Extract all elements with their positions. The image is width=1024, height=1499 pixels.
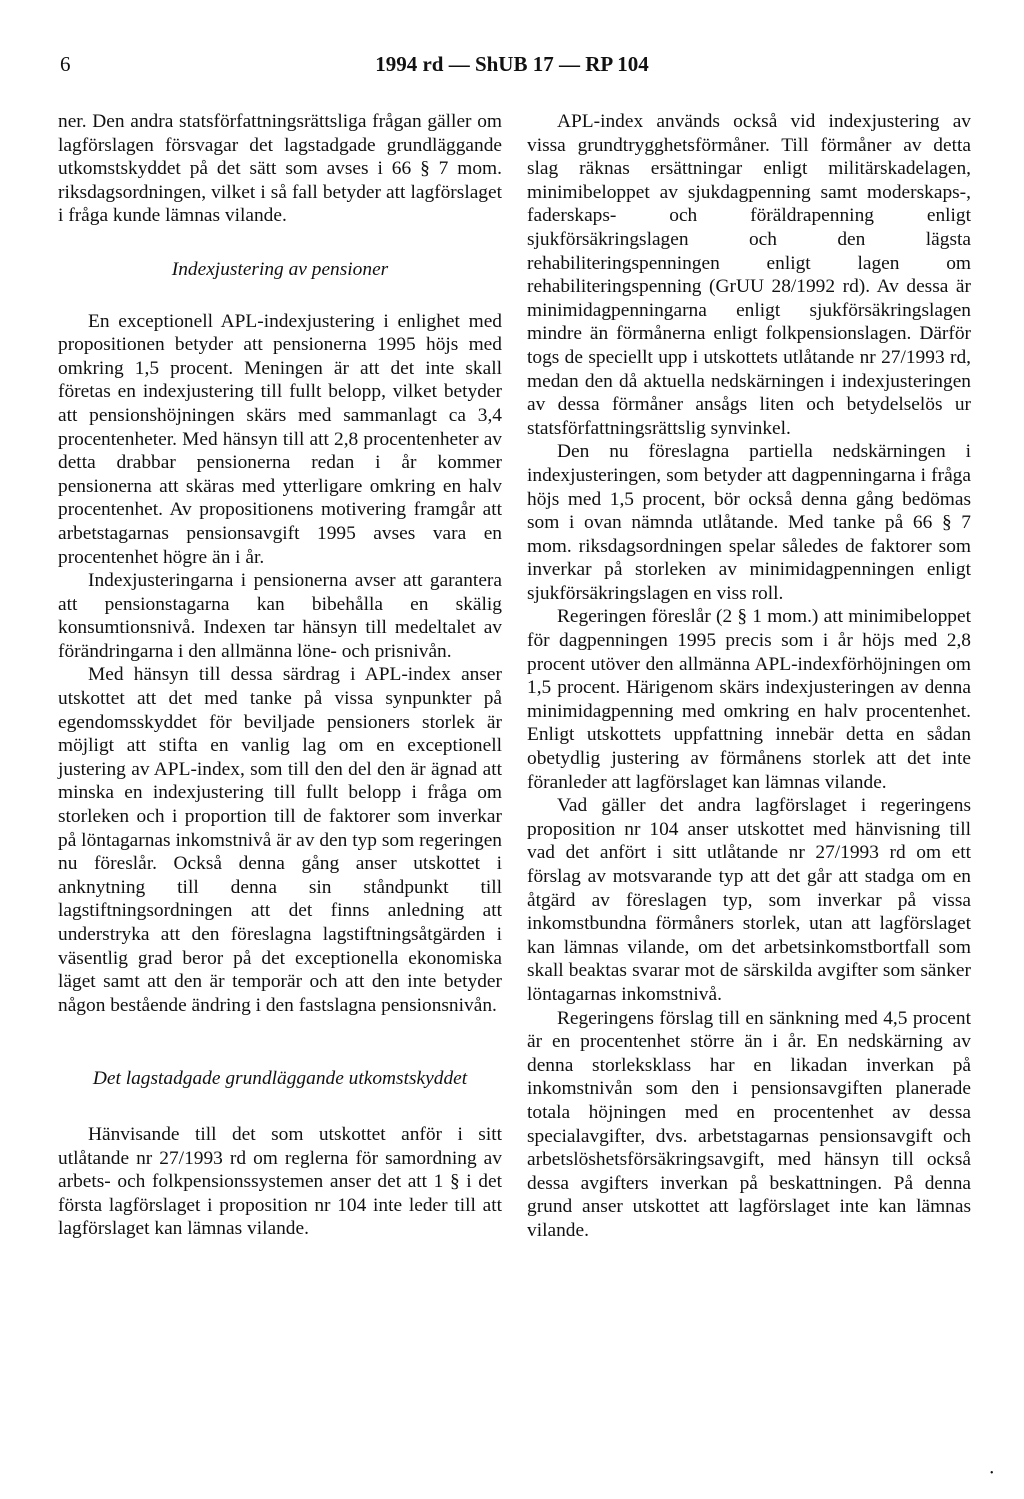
left-column xyxy=(58,110,502,1241)
paragraph: Den nu föreslagna partiella nedskärningen i indexjusteringen, som betyder att dagpenningarna i fråga höjs med 1,5 procent, bör också denna gång bedömas som i ovan nämnda utlåtande. Med tanke på 66 § 7 mom. riksdagsordningen spelar således de faktorer som inverkar på storleken av minimidagpenningen enligt sjukförsäkringslagen en viss roll. xyxy=(527,441,971,604)
paragraph: Regeringens förslag till en sänkning med 4,5 procent är en procentenhet större än i år. En nedskärning av denna storleksklass har en likadan inverkan på inkomstnivån som den i pensionsavgiften planerade totala höjningen med en procentenhet av dessa specialavgifter, dvs. arbetstagarnas pensionsavgift och arbetslöshetsförsäkringsavgift, med hänsyn till också dessa avgifters inverkan på beskattningen. På denna grund anser utskottet att lagförslaget inte kan lämnas vilande. xyxy=(527,1007,971,1241)
running-head: 1994 rd — ShUB 17 — RP 104 xyxy=(375,52,649,76)
scan-speck: • xyxy=(990,1468,994,1479)
paragraph: Med hänsyn till dessa särdrag i APL-index anser utskottet att det med tanke på vissa synpunkter på egendomsskyddet för beviljade pensioners storlek är möjligt att stifta en vanlig lag om en exceptionell justering av APL-index, som till den del den är ägnad att minska en indexjustering till fullt belopp i fråga om storleken och i proportion till de faktorer som inverkar på löntagarnas inkomstnivå är av den typ som regeringen nu föreslår. Också denna gång anser utskottet i anknytning till denna sin ståndpunkt till lagstiftningsordningen att det finns anledning att understryka att den föreslagna lagstiftningsåtgärden i väsentlig grad beror på det exceptionella ekonomiska läget samt att den är temporär och att den inte betyder någon bestående ändring i den fastslagna pensionsnivån. xyxy=(58,664,502,1016)
section-heading: Det lagstadgade grundläggande utkomstskyddet xyxy=(92,1068,468,1090)
paragraph: Vad gäller det andra lagförslaget i regeringens proposition nr 104 anser utskottet med hänvisning till vad det anfört i sitt utlåtande nr 27/1993 rd om ett förslag av motsvarande typ att det går att stadga om en åtgärd av föreslagen typ, som inverkar på vissa inkomstbundna förmåners storlek, utan att lagförslaget kan lämnas vilande, om det arbetsinkomstbortfall som skall beaktas svarar mot de särskilda avgifter som sänker löntagarnas inkomstnivå. xyxy=(527,795,971,1005)
paragraph: En exceptionell APL-indexjustering i enlighet med propositionen betyder att pensionerna 1995 höjs med omkring 1,5 procent. Meningen är att det inte skall företas en indexjustering till fullt belopp, vilket betyder att pensionshöjningen skärs med sammanlagt ca 3,4 procentenheter. Med hänsyn till att 2,8 procentenheter av detta drabbar pensionerna redan i år kommer pensionerna att skäras med ytterligare omkring en halv procentenhet. Av propositionens motivering framgår att arbetstagarnas pensionsavgift 1995 avses vara en procentenhet högre än i år. xyxy=(58,310,502,568)
paragraph: ner. Den andra statsförfattningsrättsliga frågan gäller om lagförslagen försvagar det lagstadgade grundläggande utkomstskyddet på det sätt som avses i 66 § 7 mom. riksdagsordningen, vilket i så fall betyder att lagförslaget i fråga kunde lämnas vilande. xyxy=(58,111,502,227)
paragraph: Indexjusteringarna i pensionerna avser att garantera att pensionstagarna kan bibehålla en skälig konsumtionsnivå. Indexen tar hänsyn till medeltalet av förändringarna i den allmänna löne- och prisnivån. xyxy=(58,570,502,662)
page-number: 6 xyxy=(60,52,71,76)
paragraph: Hänvisande till det som utskottet anför i sitt utlåtande nr 27/1993 rd om reglerna för samordning av arbets- och folkpensionssystemen anser det att 1 § i det första lagförslaget i proposition nr 104 inte leder till att lagförslaget kan lämnas vilande. xyxy=(58,1123,502,1240)
paragraph: APL-index används också vid indexjustering av vissa grundtrygghetsförmåner. Till förmåner av detta slag räknas ersättningar enligt militärskadelagen, minimibeloppet av sjukdagpenning samt moderskaps-, faderskaps- och föräldrapenning enligt sjukförsäkringslagen och den lägsta rehabiliteringspenningen enligt lagen om rehabiliteringspenning (GrUU 28/1992 rd). Av dessa är minimidagpenningarna enligt sjukförsäkringslagen mindre än förmånerna enligt folkpensionslagen. Därför togs de speciellt upp i utskottets utlåtande nr 27/1993 rd, medan den då aktuella nedskärningen i indexjusteringen av dessa förmåner ansågs liten och betydelselös ur statsförfattningsrättslig synvinkel. xyxy=(527,111,971,439)
paragraph: Regeringen föreslår (2 § 1 mom.) att minimibeloppet för dagpenningen 1995 precis som i år höjs med 2,8 procent utöver den allmänna APL-indexförhöjningen om 1,5 procent. Härigenom skärs indexjusteringen av denna minimidagpenning med omkring en halv procentenhet. Enligt utskottets uppfattning innebär detta en sådan obetydlig justering av förmånens storlek att det inte föranleder att lagförslaget kan lämnas vilande. xyxy=(527,606,971,793)
section-heading: Indexjustering av pensioner xyxy=(171,258,389,280)
page-header xyxy=(60,52,964,82)
right-column xyxy=(527,110,971,1243)
